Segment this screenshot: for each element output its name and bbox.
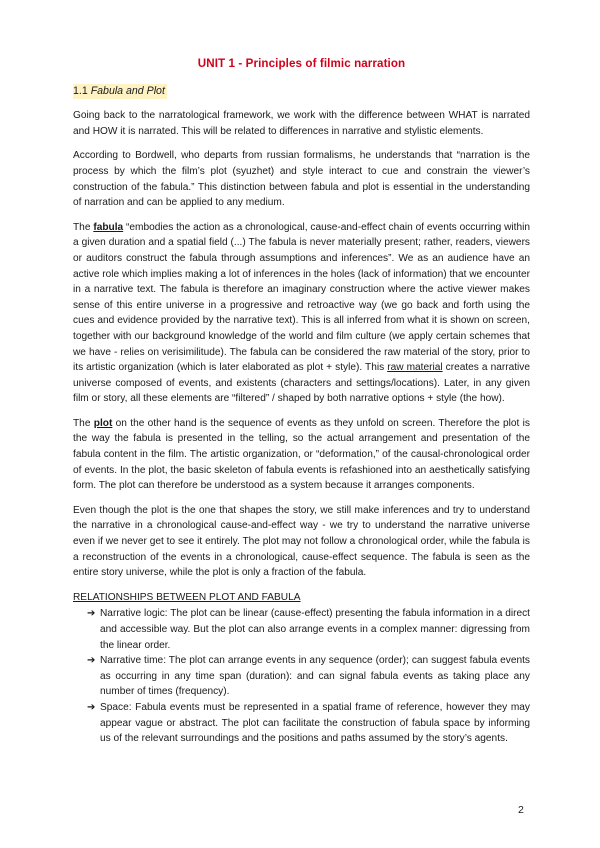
fabula-keyword: fabula [93,221,124,233]
list-item-text: Narrative time: The plot can arrange events in any sequence (order); can suggest fabula events as occurring in any time span (duration): and can signal fabula events as taking place any number of times (frequency). [100,655,530,698]
paragraph-intro: Going back to the narratological framework, we work with the difference between WHAT is narrated and HOW it is narrated. This will be related to differences in narrative and stylistic elements. [73,110,530,137]
paragraph-fabula-body: “embodies the action as a chronological, cause-and-effect chain of events occurring within a given duration and a spatial field (...) The fabula is never materially present; rather, readers, viewers or auditors construct the fabula through assumptions and inferences”. We as an audience have an active role which implies making a lot of inferences in the holes (lack of information) that we encounter in a narrative text. The fabula is therefore an imaginary construction where the active viewer makes sense of this entire universe in a progressive and retroactive way (we go back and forth using the cues and evidence provided by the narrative text). This is all inferred from what it is shown on screen, together with our background knowledge of the world and film culture (we apply certain schemes that we have - relies on verisimilitude). The fabula can be considered the raw material of the story, prior to its artistic organization (which is later elaborated as plot + style). This [73,221,531,374]
paragraph-plot-lead: The [73,417,94,429]
page-number: 2 [518,804,524,816]
list-item [87,606,530,653]
relationships-list [73,606,530,746]
section-title: Fabula and Plot [90,84,165,97]
paragraph-plot-body: on the other hand is the sequence of events as they unfold on screen. Therefore the plot is the way the fabula is presented in the telling, so the actual arrangement and presentation of the fabula content in the film. The artistic organization, or “deformation,” of the causal-chronological order of events. In the plot, the basic skeleton of fabula events is refashioned into an aesthetically satisfying form. The plot can therefore be understood as a system because it arranges components. [73,417,530,492]
arrow-bullet-icon: ➔ [87,608,96,620]
document-page [73,52,530,747]
list-item-text: Space: Fabula events must be represented in a spatial frame of reference, however they may appear vague or abstract. The plot can facilitate the construction of fabula space by informing us of the relevant surroundings and the positions and paths assumed by the story’s agents. [100,701,530,745]
paragraph-inferences: Even though the plot is the one that shapes the story, we still make inferences and try to understand the narrative in a chronological cause-and-effect way - we try to understand the narrative universe even if we never get to see it entirely. The plot may not follow a chronological order, while the fabula is a reconstruction of the events in a chronological, cause-effect sequence. The fabula is seen as the entire story universe, while the plot is only a fraction of the fabula. [73,504,530,579]
plot-keyword: plot [93,417,113,429]
relationships-heading: RELATIONSHIPS BETWEEN PLOT AND FABULA [73,591,301,603]
list-item [87,653,530,700]
page-title: UNIT 1 - Principles of filmic narration [197,57,406,70]
paragraph-plot [73,416,530,494]
arrow-bullet-icon: ➔ [87,701,96,713]
section-number: 1.1 [73,84,88,97]
list-item [87,700,530,747]
paragraph-fabula [73,220,530,407]
section-heading [73,84,167,100]
paragraph-bordwell: According to Bordwell, who departs from russian formalisms, he understands that “narration is the process by which the film’s plot (syuzhet) and style interact to cue and constrain the viewer’s construction of the fabula.” This distinction between fabula and plot is essential in the understanding of narration and can be applied to any medium. [73,150,530,209]
arrow-bullet-icon: ➔ [87,655,96,667]
paragraph-fabula-tail: creates a narrative universe composed of events, and existents (characters and settings/locations). Later, in any given film or story, all these elements are “filtered” / shaped by both narrative options + style (the how). [73,362,531,405]
paragraph-fabula-lead: The [73,221,94,233]
raw-material-term: raw material [387,362,443,374]
list-item-text: Narrative logic: The plot can be linear (cause-effect) presenting the fabula information in a direct and accessible way. But the plot can also arrange events in a complex manner: digressing from the linear order. [100,608,530,651]
